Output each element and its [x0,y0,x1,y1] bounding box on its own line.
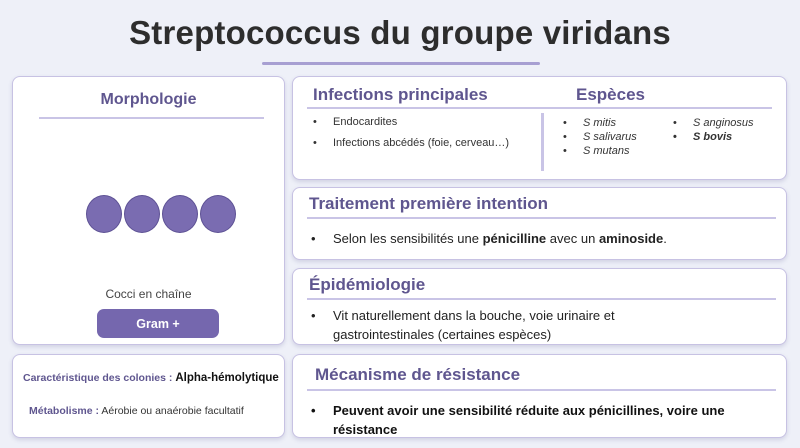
infections-divider [307,107,772,109]
treatment-card [292,187,787,260]
treatment-text-before: Selon les sensibilités une [333,231,483,246]
shape-label: Cocci en chaîne [105,287,192,301]
species-heading: Espèces [576,85,645,104]
resistance-line-1: Peuvent avoir une sensibilité réduite aux pénicillines, voire une [333,403,725,418]
colonies-value: Alpha-hémolytique [175,372,279,384]
coccus-circle [200,195,236,233]
treatment-text-mid: avec un [546,231,599,246]
treatment-text [311,231,667,246]
epidemiology-line-2: gastrointestinales (certaines espèces) [333,327,552,342]
treatment-drug-1: pénicilline [482,231,547,246]
list-item: • S salivarus [557,131,637,143]
coccus-circle [162,195,198,233]
vertical-divider [541,113,544,171]
metabolism-value: Aérobie ou anaérobie facultatif [101,405,244,417]
epidemiology-card [292,268,787,345]
colonies-row [23,372,279,384]
coccus-circle [86,195,122,233]
gram-badge: Gram + [97,309,219,338]
list-item: • Infections abcédés (foie, cerveau…) [307,137,509,149]
epidemiology-text [311,306,751,344]
cocci-chain-illustration [86,195,236,233]
metabolism-row [29,405,244,417]
bullet: • [311,308,316,323]
morphology-divider [39,117,264,119]
treatment-text-after: . [663,231,667,246]
resistance-line-2: résistance [333,422,398,437]
resistance-divider [307,389,776,391]
treatment-divider [307,217,776,219]
resistance-text [311,401,761,439]
list-item: • S mutans [557,145,637,157]
page-title: Streptococcus du groupe viridans [129,14,671,51]
list-item: • S mitis [557,117,637,129]
colonies-card [12,354,285,438]
infections-species-card [292,76,787,180]
coccus-circle [124,195,160,233]
epidemiology-heading: Épidémiologie [309,275,426,294]
morphology-card [12,76,285,345]
list-item: • S bovis [667,131,754,143]
morphology-heading: Morphologie [100,91,197,108]
list-item: • Endocardites [307,116,509,128]
species-list-2 [667,117,754,145]
resistance-card [292,354,787,438]
title-underline [262,62,540,65]
treatment-drug-2: aminoside [598,231,664,246]
resistance-heading: Mécanisme de résistance [315,365,521,384]
infections-heading: Infections principales [313,85,488,104]
treatment-heading: Traitement première intention [309,194,548,213]
species-list-1 [557,117,637,159]
bullet: • [311,231,316,246]
epidemiology-line-1: Vit naturellement dans la bouche, voie urinaire et [333,308,615,323]
bullet: • [311,403,316,418]
metabolism-label: Métabolisme : [29,405,100,417]
epidemiology-divider [307,298,776,300]
list-item: • S anginosus [667,117,754,129]
colonies-label: Caractéristique des colonies : [23,372,173,384]
infections-list [307,116,509,158]
